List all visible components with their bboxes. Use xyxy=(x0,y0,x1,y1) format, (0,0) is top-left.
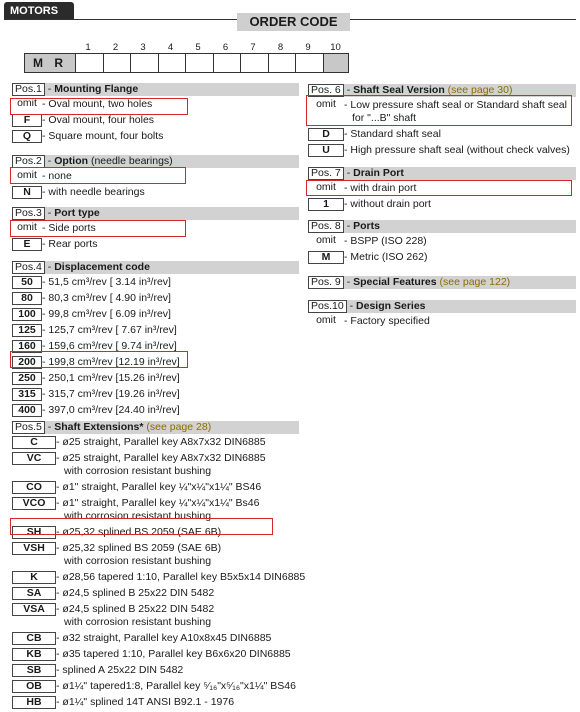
option-row xyxy=(12,542,299,568)
dash: - xyxy=(42,186,49,198)
option-description xyxy=(42,404,180,417)
option-code: 160 xyxy=(12,340,42,353)
option-description xyxy=(42,356,180,369)
option-code: HB xyxy=(12,696,56,709)
option-text: 125,7 cm³/rev [ 7.67 in³/rev] xyxy=(48,324,177,336)
code-position-number: 4 xyxy=(167,42,174,53)
code-position-number: 6 xyxy=(222,42,229,53)
option-text: 250,1 cm³/rev [15.26 in³/rev] xyxy=(48,372,180,384)
position-label: Pos.5 xyxy=(12,421,45,434)
option-description xyxy=(42,388,180,401)
option-description xyxy=(56,587,214,600)
see-page-link[interactable]: (see page 30) xyxy=(447,84,513,96)
dash: - xyxy=(344,235,351,247)
option-description xyxy=(56,632,271,645)
option-row xyxy=(12,388,299,401)
option-code: VSA xyxy=(12,603,56,616)
section-title: Option xyxy=(54,155,89,167)
code-position-box xyxy=(268,54,296,72)
code-position-number: 3 xyxy=(140,42,146,53)
option-row xyxy=(12,356,299,369)
code-position-box xyxy=(323,54,349,72)
option-row xyxy=(12,648,299,661)
option-code: SA xyxy=(12,587,56,600)
option-code: VSH xyxy=(12,542,56,555)
section-header xyxy=(308,276,576,289)
option-row xyxy=(12,571,306,584)
option-text: without drain port xyxy=(350,198,431,210)
option-text: ø1" straight, Parallel key ¼"x¼"x1¼" Bs46 xyxy=(62,497,260,509)
option-text: none xyxy=(48,170,72,182)
option-description xyxy=(56,542,221,568)
option-text: Factory specified xyxy=(350,315,430,327)
dash: - xyxy=(56,632,63,644)
section-header xyxy=(12,207,299,220)
see-page-link[interactable]: (see page 122) xyxy=(439,276,511,288)
option-row xyxy=(12,238,299,251)
dash: - xyxy=(56,481,63,493)
option-text: 199,8 cm³/rev [12.19 in³/rev] xyxy=(48,356,180,368)
separator: - xyxy=(44,421,55,433)
option-text: ø25 straight, Parallel key A8x7x32 DIN6885 xyxy=(62,452,266,464)
order-code-box xyxy=(24,53,349,73)
option-row xyxy=(308,251,576,264)
option-description xyxy=(56,452,266,478)
dash: - xyxy=(42,388,49,400)
section-mounting-flange xyxy=(12,83,299,146)
option-code: C xyxy=(12,436,56,449)
separator: - xyxy=(343,276,354,288)
option-code: CB xyxy=(12,632,56,645)
option-description xyxy=(344,99,567,125)
dash: - xyxy=(42,114,49,126)
option-row xyxy=(308,198,576,211)
option-code: F xyxy=(12,114,42,127)
dash: - xyxy=(56,648,63,660)
dash: - xyxy=(56,497,63,509)
dash: - xyxy=(42,404,49,416)
dash: - xyxy=(56,436,63,448)
option-description xyxy=(56,436,266,449)
option-description xyxy=(42,98,152,111)
dash: - xyxy=(56,664,63,676)
option-code: 125 xyxy=(12,324,42,337)
dash: - xyxy=(42,340,49,352)
section-title: Drain Port xyxy=(353,167,404,179)
dash: - xyxy=(42,222,49,234)
option-text-line2: with corrosion resistant bushing xyxy=(64,465,212,477)
option-description xyxy=(42,372,180,385)
option-code: VCO xyxy=(12,497,56,510)
option-row xyxy=(12,170,299,183)
option-row xyxy=(12,372,299,385)
option-code: SH xyxy=(12,526,56,539)
option-row xyxy=(12,526,299,539)
dash: - xyxy=(344,182,351,194)
option-row xyxy=(308,235,576,248)
option-text: 80,3 cm³/rev [ 4.90 in³/rev] xyxy=(48,292,171,304)
section-header xyxy=(12,155,299,168)
option-text: ø25,32 splined BS 2059 (SAE 6B) xyxy=(62,526,222,538)
option-description xyxy=(56,664,183,677)
option-row xyxy=(12,404,299,417)
code-position-box xyxy=(75,54,103,72)
option-code: SB xyxy=(12,664,56,677)
option-description xyxy=(56,497,259,523)
option-code: M xyxy=(308,251,344,264)
option-row xyxy=(12,632,299,645)
separator: - xyxy=(343,167,354,179)
option-text: Metric (ISO 262) xyxy=(350,251,428,263)
option-code: 200 xyxy=(12,356,42,369)
code-position-box xyxy=(185,54,213,72)
dash: - xyxy=(42,324,49,336)
option-description xyxy=(42,130,163,143)
code-position-box xyxy=(213,54,241,72)
position-label: Pos. 6 xyxy=(308,84,344,97)
option-text: High pressure shaft seal (without check valves) xyxy=(350,144,570,156)
section-design-series xyxy=(308,300,576,331)
option-code: 400 xyxy=(12,404,42,417)
option-code: 100 xyxy=(12,308,42,321)
option-row xyxy=(12,603,299,629)
option-row xyxy=(12,292,299,305)
dash: - xyxy=(42,170,49,182)
section-title: Shaft Extensions xyxy=(54,421,140,433)
option-row xyxy=(12,340,299,353)
section-displacement-code xyxy=(12,261,299,420)
option-code: CO xyxy=(12,481,56,494)
option-description xyxy=(56,571,305,584)
option-code: omit xyxy=(316,314,336,326)
option-text: Standard shaft seal xyxy=(350,128,441,140)
option-row xyxy=(308,128,576,141)
dash: - xyxy=(42,356,49,368)
dash: - xyxy=(344,251,351,263)
option-description xyxy=(344,251,427,264)
option-text: ø1" straight, Parallel key ¼"x¼"x1¼" BS46 xyxy=(62,481,262,493)
see-page-link[interactable]: (see page 28) xyxy=(146,421,212,433)
code-position-box xyxy=(295,54,323,72)
option-text: ø1¼" tapered1:8, Parallel key ⁵⁄₁₆"x⁵⁄₁₆"x1¼" BS46 xyxy=(62,680,296,692)
option-description xyxy=(42,324,177,337)
option-row xyxy=(308,144,576,157)
option-text: BSPP (ISO 228) xyxy=(350,235,427,247)
option-description xyxy=(344,144,570,157)
option-row xyxy=(308,182,576,195)
option-text-line2: with corrosion resistant bushing xyxy=(64,555,212,567)
code-position-box xyxy=(240,54,268,72)
separator: - xyxy=(343,220,354,232)
option-row xyxy=(12,452,299,478)
option-row xyxy=(308,99,576,125)
option-code: E xyxy=(12,238,42,251)
dash: - xyxy=(344,315,351,327)
position-label: Pos.2 xyxy=(12,155,45,168)
option-text: Oval mount, two holes xyxy=(48,98,153,110)
code-position-box xyxy=(130,54,158,72)
position-label: Pos. 7 xyxy=(308,167,344,180)
option-description xyxy=(42,276,171,289)
section-header xyxy=(12,421,299,434)
option-description xyxy=(344,198,431,211)
option-description xyxy=(56,481,261,494)
option-text: 315,7 cm³/rev [19.26 in³/rev] xyxy=(48,388,180,400)
option-row xyxy=(12,587,299,600)
option-text: 51,5 cm³/rev [ 3.14 in³/rev] xyxy=(48,276,171,288)
option-code: OB xyxy=(12,680,56,693)
option-text: Oval mount, four holes xyxy=(48,114,155,126)
section-title: Special Features xyxy=(353,276,437,288)
option-description xyxy=(42,186,145,199)
option-text: 159,6 cm³/rev [ 9.74 in³/rev] xyxy=(48,340,177,352)
option-text-line2: with corrosion resistant bushing xyxy=(64,616,212,628)
option-text: Rear ports xyxy=(48,238,98,250)
separator: - xyxy=(343,84,354,96)
option-description xyxy=(56,603,214,629)
code-position-number: 8 xyxy=(277,42,284,53)
option-text: ø1¼" splined 14T ANSI B92.1 - 1976 xyxy=(62,696,235,708)
option-description xyxy=(344,315,430,328)
option-code: omit xyxy=(316,98,336,110)
section-title: Shaft Seal Version xyxy=(353,84,445,96)
section-subtitle: (needle bearings) xyxy=(90,155,173,167)
dash: - xyxy=(42,238,49,250)
code-position-number: 9 xyxy=(305,42,311,53)
option-description xyxy=(42,238,97,251)
dash: - xyxy=(56,603,63,615)
option-row xyxy=(12,324,299,337)
dash: - xyxy=(56,696,63,708)
option-code: VC xyxy=(12,452,56,465)
option-text: ø25 straight, Parallel key A8x7x32 DIN6885 xyxy=(62,436,266,448)
section-ports xyxy=(308,220,576,267)
option-description xyxy=(56,648,291,661)
option-code: omit xyxy=(17,169,37,181)
option-row xyxy=(12,664,299,677)
option-row xyxy=(12,114,299,127)
option-description xyxy=(42,340,177,353)
section-header xyxy=(12,83,299,96)
section-title: Displacement code xyxy=(54,261,150,273)
option-row xyxy=(308,315,576,328)
position-label: Pos.4 xyxy=(12,261,45,274)
option-row xyxy=(12,481,299,494)
section-shaft-seal-version xyxy=(308,84,576,160)
option-description xyxy=(42,308,171,321)
option-text: 99,8 cm³/rev [ 6.09 in³/rev] xyxy=(48,308,171,320)
option-code: K xyxy=(12,571,56,584)
dash: - xyxy=(42,292,49,304)
section-header xyxy=(12,261,299,274)
section-drain-port xyxy=(308,167,576,214)
dash: - xyxy=(344,99,351,111)
dash: - xyxy=(56,526,63,538)
dash: - xyxy=(42,372,49,384)
option-description xyxy=(42,170,72,183)
dash: - xyxy=(42,308,49,320)
separator: - xyxy=(44,261,55,273)
section-header xyxy=(308,300,576,313)
option-description xyxy=(42,292,171,305)
option-text: ø35 tapered 1:10, Parallel key B6x6x20 DIN6885 xyxy=(62,648,291,660)
option-code: 1 xyxy=(308,198,344,211)
option-code: Q xyxy=(12,130,42,143)
code-position-number: 7 xyxy=(250,42,256,53)
dash: - xyxy=(42,98,49,110)
option-text: ø24,5 splined B 25x22 DIN 5482 xyxy=(62,603,215,615)
dash: - xyxy=(344,198,351,210)
option-code: KB xyxy=(12,648,56,661)
dash: - xyxy=(42,130,49,142)
section-title: Ports xyxy=(353,220,380,232)
option-row xyxy=(12,696,299,709)
option-text-line2: for "...B" shaft xyxy=(352,112,417,124)
option-row xyxy=(12,680,299,693)
dash: - xyxy=(344,128,351,140)
option-text: Square mount, four bolts xyxy=(48,130,164,142)
position-label: Pos. 8 xyxy=(308,220,344,233)
option-description xyxy=(344,235,427,248)
option-text-line2: with corrosion resistant bushing xyxy=(64,510,212,522)
separator: - xyxy=(44,155,55,167)
option-text: ø24,5 splined B 25x22 DIN 5482 xyxy=(62,587,215,599)
code-position-box xyxy=(158,54,186,72)
option-description xyxy=(42,114,154,127)
code-position-number: 1 xyxy=(85,42,91,53)
option-text: ø25,32 splined BS 2059 (SAE 6B) xyxy=(62,542,222,554)
option-row xyxy=(12,130,299,143)
position-label: Pos.1 xyxy=(12,83,45,96)
section-option xyxy=(12,155,299,202)
section-header xyxy=(308,220,576,233)
option-description xyxy=(344,128,441,141)
option-code: U xyxy=(308,144,344,157)
option-description xyxy=(56,526,221,539)
option-row xyxy=(12,98,299,111)
option-code: 250 xyxy=(12,372,42,385)
option-row xyxy=(12,186,299,199)
option-code: 50 xyxy=(12,276,42,289)
option-code: omit xyxy=(17,97,37,109)
code-position-number: 2 xyxy=(112,42,119,53)
dash: - xyxy=(42,276,49,288)
separator: - xyxy=(44,207,55,219)
option-row xyxy=(12,308,299,321)
option-code: D xyxy=(308,128,344,141)
option-code: 315 xyxy=(12,388,42,401)
section-title: Mounting Flange xyxy=(54,83,139,95)
code-prefix: M R xyxy=(25,54,75,72)
page-title: ORDER CODE xyxy=(237,13,350,31)
code-position-number: 10 xyxy=(330,42,341,53)
option-text: Low pressure shaft seal or Standard shaft seal xyxy=(350,99,567,111)
section-special-features xyxy=(308,276,576,291)
section-header xyxy=(308,84,576,97)
option-text: ø28,56 tapered 1:10, Parallel key B5x5x14 DIN6885 xyxy=(62,571,306,583)
option-text: 397,0 cm³/rev [24.40 in³/rev] xyxy=(48,404,180,416)
option-code: 80 xyxy=(12,292,42,305)
option-code: omit xyxy=(316,181,336,193)
option-text: with drain port xyxy=(350,182,417,194)
option-description xyxy=(42,222,96,235)
option-text: splined A 25x22 DIN 5482 xyxy=(62,664,184,676)
dash: - xyxy=(56,587,63,599)
dash: - xyxy=(56,452,63,464)
section-title: Port type xyxy=(54,207,100,219)
option-text: Side ports xyxy=(48,222,96,234)
option-row xyxy=(12,222,299,235)
position-label: Pos. 9 xyxy=(308,276,344,289)
section-shaft-extensions xyxy=(12,421,306,712)
motors-tab: MOTORS xyxy=(4,2,74,20)
position-label: Pos.10 xyxy=(308,300,347,313)
option-text: with needle bearings xyxy=(48,186,145,198)
option-text: ø32 straight, Parallel key A10x8x45 DIN6885 xyxy=(62,632,272,644)
option-code: omit xyxy=(17,221,37,233)
option-row xyxy=(12,436,299,449)
position-label: Pos.3 xyxy=(12,207,45,220)
option-code: N xyxy=(12,186,42,199)
code-position-number: 5 xyxy=(195,42,201,53)
separator: - xyxy=(346,300,357,312)
dash: - xyxy=(56,542,63,554)
separator: - xyxy=(44,83,55,95)
dash: - xyxy=(56,571,63,583)
option-description xyxy=(56,696,234,709)
option-row xyxy=(12,497,299,523)
dash: - xyxy=(56,680,63,692)
code-position-box xyxy=(103,54,131,72)
footnote-mark: * xyxy=(139,421,144,433)
option-description xyxy=(344,182,416,195)
section-title: Design Series xyxy=(356,300,426,312)
section-header xyxy=(308,167,576,180)
section-port-type xyxy=(12,207,299,254)
option-code: omit xyxy=(316,234,336,246)
option-description xyxy=(56,680,296,693)
dash: - xyxy=(344,144,351,156)
option-row xyxy=(12,276,299,289)
